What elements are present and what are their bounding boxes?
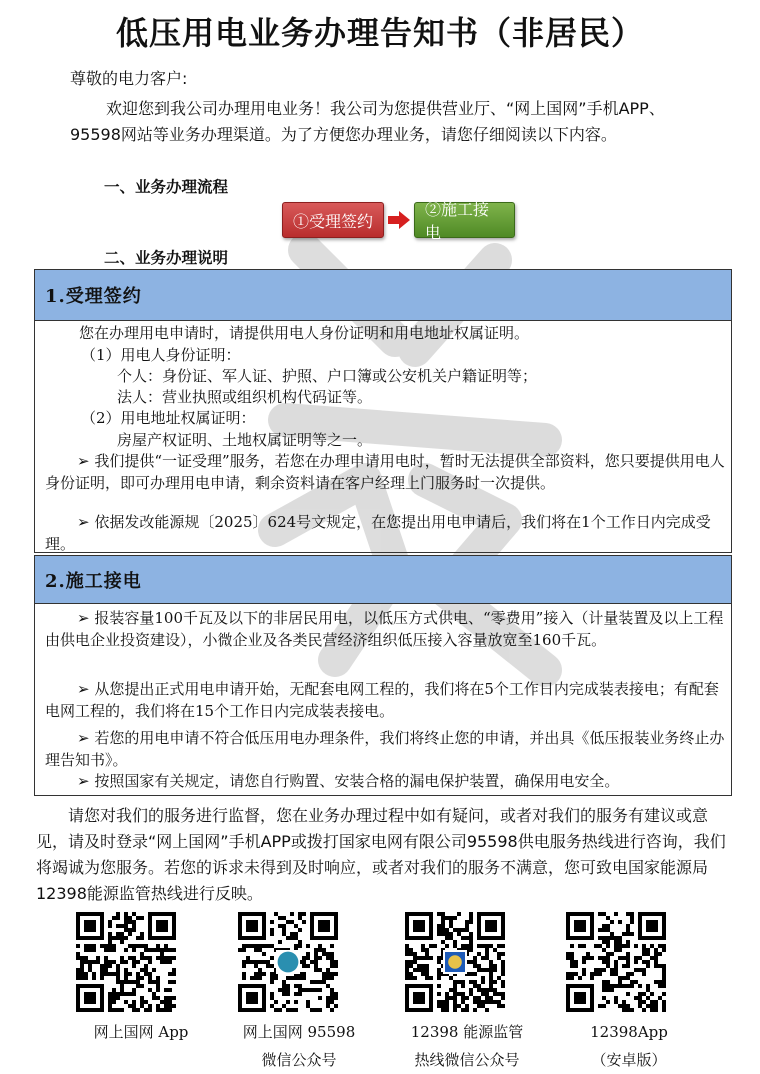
bullet-text: 从您提出正式用电申请开始，无配套电网工程的，我们将在5个工作日内完成装表接电；有配套电网工程的，我们将在15个工作日内完成装表接电。 xyxy=(45,680,719,720)
bullet-item xyxy=(45,679,725,722)
text-line: 您在办理用电申请时，请提供用电人身份证明和用电地址权属证明。 xyxy=(79,324,530,342)
qr-label xyxy=(392,1018,542,1074)
flow-step-connect: ②施工接电 xyxy=(414,202,515,238)
bullet-icon: ➢ xyxy=(77,513,90,531)
qr-label-line2: （安卓版） xyxy=(591,1051,667,1069)
bullet-item xyxy=(45,771,725,793)
section-title-sign: 1.受理签约 xyxy=(35,270,731,321)
bullet-icon: ➢ xyxy=(77,609,90,627)
text-line: 个人：身份证、军人证、护照、户口簿或公安机关户籍证明等； xyxy=(117,367,538,385)
section-heading-description: 二、业务办理说明 xyxy=(104,249,229,267)
qr-code-icon[interactable] xyxy=(566,912,666,1012)
bullet-item xyxy=(45,512,725,555)
footer-paragraph: 请您对我们的服务进行监督，您在业务办理过程中如有疑问，或者对我们的服务有建议或意见，请及时登录“网上国网”手机APP或拨打国家电网有限公司95598供电服务热线进行咨询，我们将竭诚为您服务。若您的诉求未得到及时响应，或者对我们的服务不满意，您可致电国家能源局12398能源监管热线进行反映。 xyxy=(36,806,726,903)
bullet-icon: ➢ xyxy=(77,729,90,747)
section-title-connect: 2.施工接电 xyxy=(35,556,731,604)
qr-label xyxy=(224,1018,374,1074)
qr-label-line1: 12398App xyxy=(590,1023,668,1041)
flow-step-sign: ①受理签约 xyxy=(282,202,384,238)
section-heading-process: 一、业务办理流程 xyxy=(104,178,229,196)
process-flow xyxy=(282,200,515,242)
text-line: 法人：营业执照或组织机构代码证等。 xyxy=(117,388,373,406)
qr-label-line1: 网上国网 App xyxy=(93,1023,189,1041)
bullet-text: 依据发改能源规〔2025〕624号文规定，在您提出用电申请后，我们将在1个工作日内完成受理。 xyxy=(45,513,711,553)
intro-paragraph: 欢迎您到我公司办理用电业务！我公司为您提供营业厅、“网上国网”手机APP、95598网站等业务办理渠道。为了方便您办理业务，请您仔细阅读以下内容。 xyxy=(70,99,665,144)
bullet-icon: ➢ xyxy=(77,452,90,470)
section-box-sign xyxy=(34,269,732,553)
bullet-text: 我们提供“一证受理”服务，若您在办理申请用电时，暂时无法提供全部资料，您只要提供用电人身份证明，即可办理用电申请，剩余资料请在客户经理上门服务时一次提供。 xyxy=(45,452,725,492)
bullet-item xyxy=(45,608,725,651)
qr-label-line1: 12398 能源监管 xyxy=(410,1023,524,1041)
text-line: （2）用电地址权属证明： xyxy=(81,409,256,427)
section-box-connect xyxy=(34,555,732,796)
page-title: 低压用电业务办理告知书（非居民） xyxy=(115,14,644,52)
qr-code-icon[interactable] xyxy=(76,912,176,1012)
bullet-item xyxy=(45,728,725,771)
qr-label-line2: 微信公众号 xyxy=(261,1051,337,1069)
qr-label xyxy=(66,1018,216,1046)
arrow-right-icon xyxy=(386,210,412,230)
bullet-icon: ➢ xyxy=(77,772,90,790)
greeting: 尊敬的电力客户: xyxy=(70,69,188,88)
qr-label-line1: 网上国网 95598 xyxy=(242,1023,356,1041)
bullet-text: 报装容量100千瓦及以下的非居民用电，以低压方式供电、“零费用”接入（计量装置及以上工程由供电企业投资建设），小微企业及各类民营经济组织低压接入容量放宽至160千瓦。 xyxy=(45,609,724,649)
bullet-text: 按照国家有关规定，请您自行购置、安装合格的漏电保护装置，确保用电安全。 xyxy=(94,772,620,790)
text-line: 房屋产权证明、土地权属证明等之一。 xyxy=(117,431,373,449)
qr-code-icon[interactable] xyxy=(238,912,338,1012)
qr-label-line2: 热线微信公众号 xyxy=(414,1051,520,1069)
bullet-icon: ➢ xyxy=(77,680,90,698)
bullet-text: 若您的用电申请不符合低压用电办理条件，我们将终止您的申请，并出具《低压报装业务终止办理告知书》。 xyxy=(45,729,725,769)
qr-label xyxy=(554,1018,704,1074)
qr-code-icon[interactable] xyxy=(405,912,505,1012)
text-line: （1）用电人身份证明： xyxy=(81,346,241,364)
bullet-item xyxy=(45,451,725,494)
